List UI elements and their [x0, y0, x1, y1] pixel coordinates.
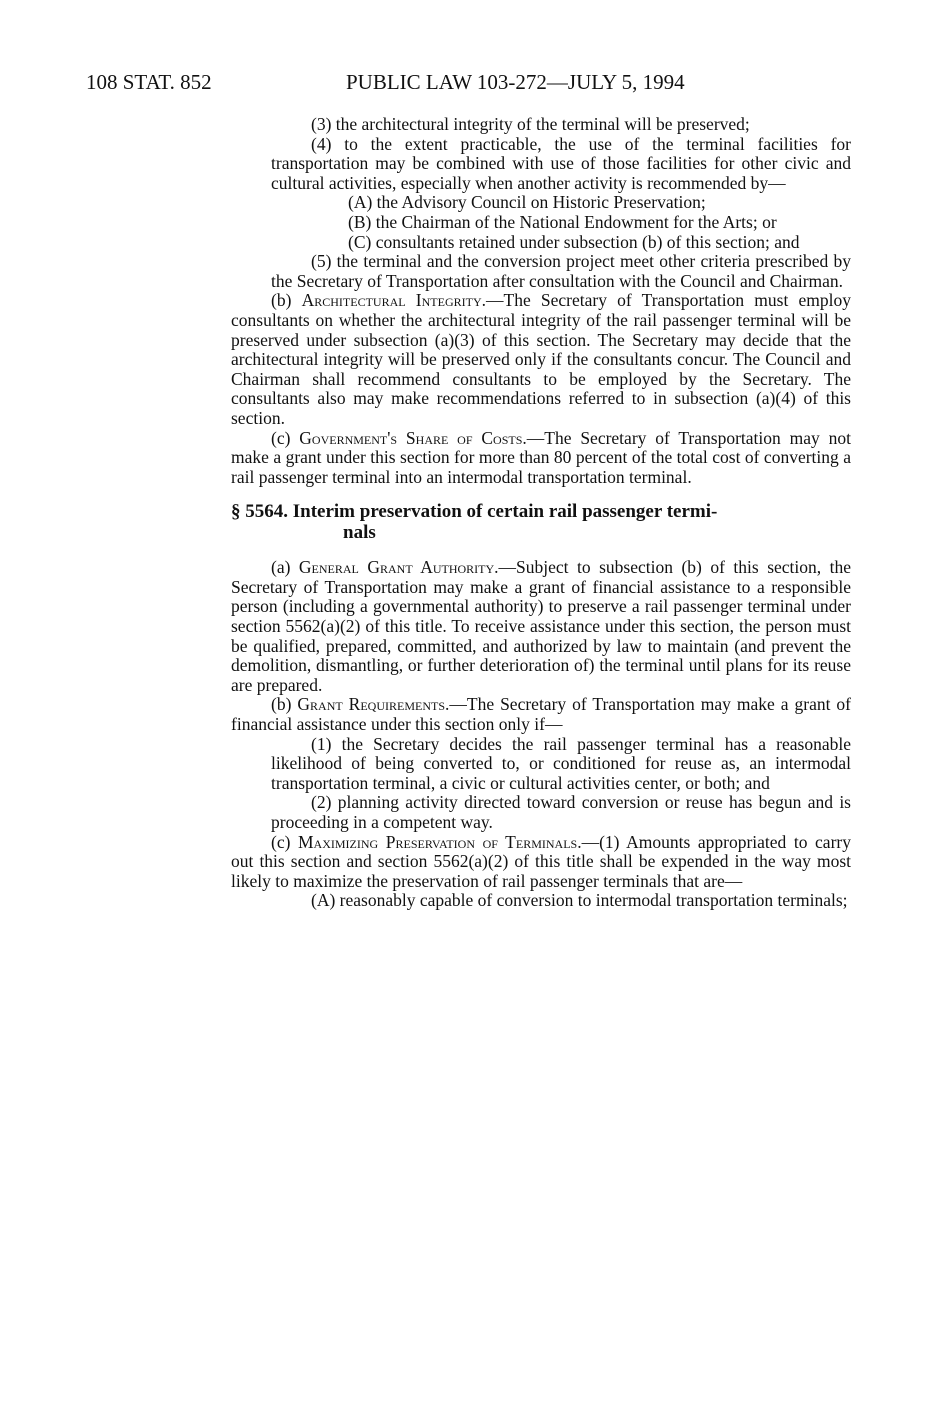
paragraph-c1-A: (A) reasonably capable of conversion to intermodal transportation terminals; [311, 890, 848, 911]
subsection-label: (a) [271, 557, 299, 578]
paragraph-a3: (3) the architectural integrity of the terminal will be preserved; [311, 114, 750, 134]
section-5564-heading [231, 501, 851, 543]
paragraph-a5: (5) the terminal and the conversion project meet other criteria prescribed by the Secretary of Transportation after consultation with the Council and Chairman. [271, 251, 851, 291]
subsection-a-general-grant-authority [231, 558, 851, 695]
paragraph-b2: (2) planning activity directed toward conversion or reuse has begun and is proceeding in a competent way. [271, 792, 851, 832]
subsection-c-government-share [231, 429, 851, 488]
subsection-heading: Maximizing Preservation of Terminals. [298, 831, 582, 852]
subsection-text: —(1) Amounts appropriated to carry out this section and section 5562(a)(2) of this title shall be expended in the way most likely to maximize the preservation of rail passenger terminals that are— [231, 831, 851, 891]
document-body [231, 115, 851, 911]
paragraph-a4-C: (C) consultants retained under subsection (b) of this section; and [348, 231, 800, 252]
subsection-text: —The Secretary of Transportation may not make a grant under this section for more than 80 percent of the total cost of converting a rail passenger terminal into an intermodal transportation terminal. [231, 427, 851, 487]
subsection-label: (b) [271, 694, 298, 715]
paragraph-b1: (1) the Secretary decides the rail passenger terminal has a reasonable likelihood of being converted to, or conditioned for reuse as, an intermodal transportation terminal, a civic or cultural activities center, or both; and [271, 733, 851, 793]
public-law-title: PUBLIC LAW 103-272—JULY 5, 1994 [346, 70, 685, 94]
paragraph-a4: (4) to the extent practicable, the use of the terminal facilities for transportation may be combined with use of those facilities for other civic and cultural activities, especially when another activity is recommended by— [271, 133, 851, 193]
subsection-heading: Architectural Integrity. [301, 290, 486, 311]
subsection-heading: General Grant Authority. [298, 557, 499, 578]
section-number: § 5564. [231, 501, 288, 523]
subsection-text: —The Secretary of Transportation must employ consultants on whether the architectural integrity of the rail passenger terminal will be preserved under subsection (a)(3) of this section. The Secretary may decide that the architectural integrity will be preserved only if the consultants concur. The Council and Chairman shall recommend consultants to be employed by the Secretary. The consultants also may make recommendations referred to in subsection (a)(4) of this section. [231, 290, 852, 428]
section-title-line2: nals [343, 522, 376, 544]
paragraph-a4-B: (B) the Chairman of the National Endowment for the Arts; or [348, 211, 777, 232]
subsection-label: (b) [271, 290, 302, 311]
subsection-text: —The Secretary of Transportation may make a grant of financial assistance under this section only if— [231, 694, 852, 735]
subsection-heading: Grant Requirements. [297, 694, 450, 715]
subsection-b-architectural-integrity [231, 291, 851, 428]
subsection-c-maximizing-preservation [231, 833, 851, 892]
subsection-text: —Subject to subsection (b) of this section, the Secretary of Transportation may make a grant of financial assistance to a responsible person (including a governmental authority) to preserve a rail passenger terminal under section 5562(a)(2) of this title. To receive assistance under this section, the person must be qualified, prepared, committed, and authorized by law to maintain (and prevent the demolition, dismantling, or further deterioration of) the terminal until plans for its reuse are prepared. [231, 557, 851, 695]
subsection-b-grant-requirements [231, 695, 851, 734]
subsection-label: (c) [271, 831, 298, 852]
section-title-line1: Interim preservation of certain rail passenger termi- [292, 501, 718, 523]
subsection-heading: Government's Share of Costs. [299, 427, 527, 448]
stat-citation: 108 STAT. 852 [86, 70, 212, 94]
paragraph-a4-A: (A) the Advisory Council on Historic Preservation; [348, 192, 706, 213]
subsection-label: (c) [271, 427, 300, 448]
